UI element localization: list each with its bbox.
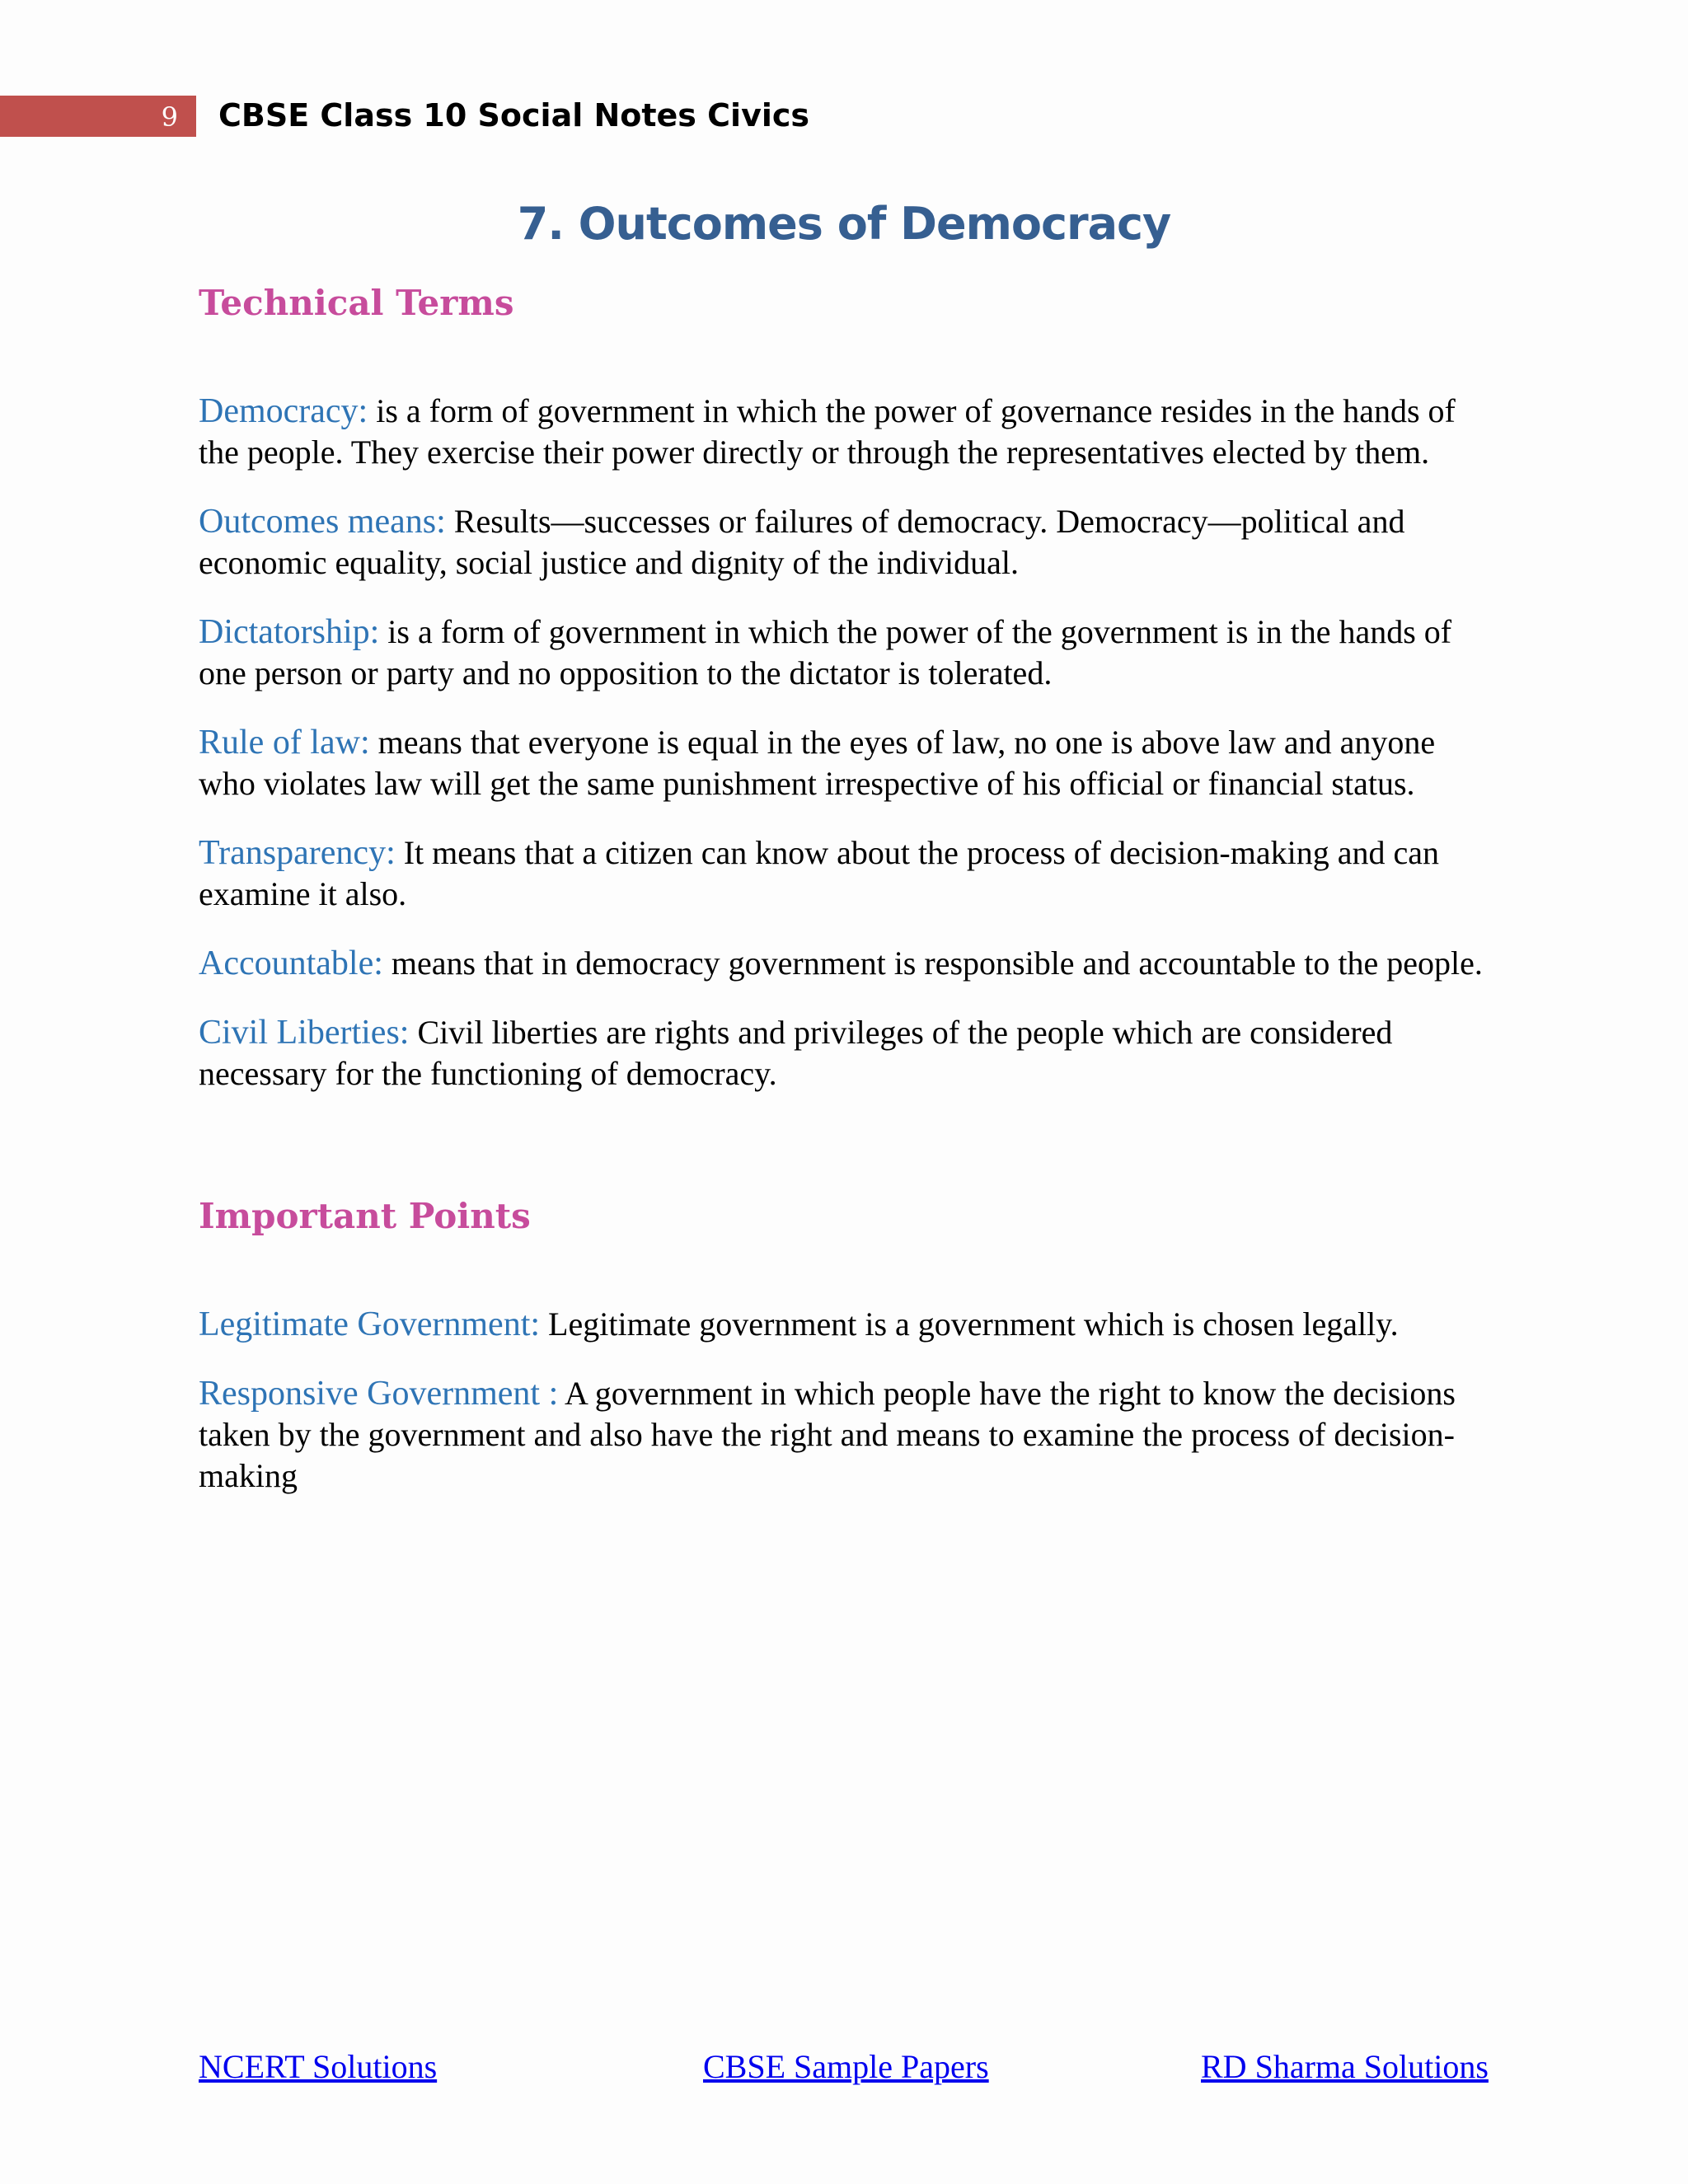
term-entry-outcomes xyxy=(199,501,1493,583)
page-content xyxy=(199,280,1493,1497)
term-label: Democracy: xyxy=(199,392,368,430)
ncert-solutions-link[interactable]: NCERT Solutions xyxy=(199,2048,438,2085)
chapter-title: 7. Outcomes of Democracy xyxy=(517,198,1171,250)
important-points-heading: Important Points xyxy=(199,1196,531,1236)
term-entry-civil-liberties xyxy=(199,1012,1493,1094)
term-label: Transparency: xyxy=(199,834,396,872)
term-definition: means that everyone is equal in the eyes of law, no one is above law and anyone who violates law will get the same punishment irrespective of his official or financial status. xyxy=(199,724,1436,802)
term-entry-democracy xyxy=(199,391,1493,473)
term-label: Civil Liberties: xyxy=(199,1014,410,1052)
point-entry-legitimate-government xyxy=(199,1304,1493,1345)
running-header-title: CBSE Class 10 Social Notes Civics xyxy=(218,97,810,134)
term-definition: is a form of government in which the power of governance resides in the hands of the people. They exercise their power directly or through the representatives elected by them. xyxy=(199,392,1456,471)
technical-terms-heading: Technical Terms xyxy=(199,283,514,323)
term-label: Dictatorship: xyxy=(199,613,380,651)
rd-sharma-solutions-link[interactable]: RD Sharma Solutions xyxy=(1201,2048,1489,2085)
term-definition: Legitimate government is a government which is chosen legally. xyxy=(540,1305,1399,1343)
term-definition: is a form of government in which the power of the government is in the hands of one person or party and no opposition to the dictator is tolerated. xyxy=(199,613,1452,691)
term-definition: It means that a citizen can know about the process of decision-making and can examine it also. xyxy=(199,834,1439,912)
term-label: Outcomes means: xyxy=(199,503,446,541)
term-label: Legitimate Government: xyxy=(199,1305,541,1343)
term-definition: Civil liberties are rights and privileges of the people which are considered necessary for the functioning of democracy. xyxy=(199,1014,1393,1092)
term-label: Accountable: xyxy=(199,944,383,982)
page-number: 9 xyxy=(161,101,178,133)
term-definition: A government in which people have the right to know the decisions taken by the government and also have the right and means to examine the process of decision-making xyxy=(199,1375,1456,1494)
term-label: Responsive Government : xyxy=(199,1375,559,1413)
term-entry-dictatorship xyxy=(199,612,1493,694)
term-entry-transparency xyxy=(199,832,1493,915)
term-definition: Results—successes or failures of democracy. Democracy—political and economic equality, social justice and dignity of the individual. xyxy=(199,503,1405,581)
term-entry-accountable xyxy=(199,943,1493,984)
page-number-band xyxy=(0,96,196,137)
term-label: Rule of law: xyxy=(199,724,370,762)
term-definition: means that in democracy government is responsible and accountable to the people. xyxy=(382,944,1483,982)
point-entry-responsive-government xyxy=(199,1373,1493,1497)
cbse-sample-papers-link[interactable]: CBSE Sample Papers xyxy=(703,2048,989,2085)
term-entry-rule-of-law xyxy=(199,722,1493,804)
